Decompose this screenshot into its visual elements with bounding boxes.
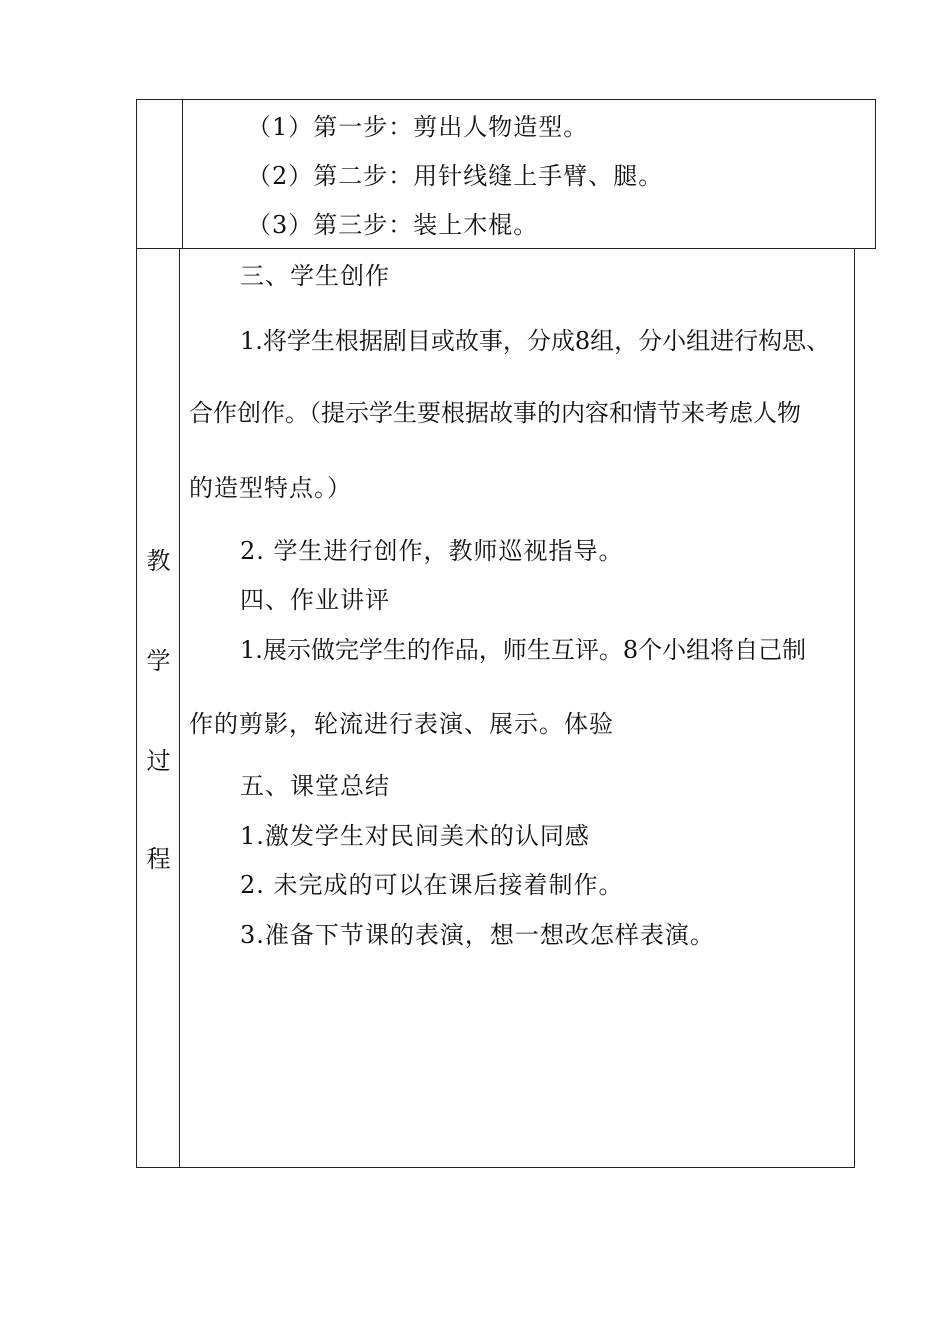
label-char-cheng: 程: [146, 845, 171, 873]
teaching-process-label-column: [137, 249, 180, 1167]
label-char-jiao: 教: [146, 547, 171, 575]
label-char-xue: 学: [146, 647, 171, 675]
teaching-process-table: [136, 249, 855, 1168]
step-2: （2）第二步：用针线缝上手臂、腿。: [247, 162, 664, 190]
label-char-guo: 过: [146, 747, 171, 775]
step-3: （3）第三步：装上木棍。: [247, 211, 539, 239]
section-3-item-1-line-2: 合作创作。（提示学生要根据故事的内容和情节来考虑人物: [189, 399, 801, 427]
section-4-item-1-line-1: 1.展示做完学生的作品，师生互评。8个小组将自己制: [240, 636, 807, 664]
section-4-item-1-line-2: 作的剪影，轮流进行表演、展示。体验: [189, 710, 614, 738]
section-5-item-2: 2. 未完成的可以在课后接着制作。: [240, 871, 624, 899]
section-3-heading: 三、学生创作: [240, 262, 390, 290]
steps-table-label-column: [137, 100, 183, 248]
section-3-item-1-line-3: 的造型特点。）: [189, 474, 352, 502]
section-3-item-2: 2. 学生进行创作，教师巡视指导。: [240, 537, 624, 565]
section-5-item-1: 1.激发学生对民间美术的认同感: [240, 822, 590, 850]
section-4-heading: 四、作业讲评: [240, 586, 390, 614]
section-5-item-3: 3.准备下节课的表演，想一想改怎样表演。: [240, 921, 715, 949]
steps-table: [136, 99, 876, 249]
section-3-item-1-line-1: 1.将学生根据剧目或故事，分成8组，分小组进行构思、: [240, 327, 831, 355]
step-1: （1）第一步：剪出人物造型。: [247, 113, 589, 141]
section-5-heading: 五、课堂总结: [240, 772, 390, 800]
